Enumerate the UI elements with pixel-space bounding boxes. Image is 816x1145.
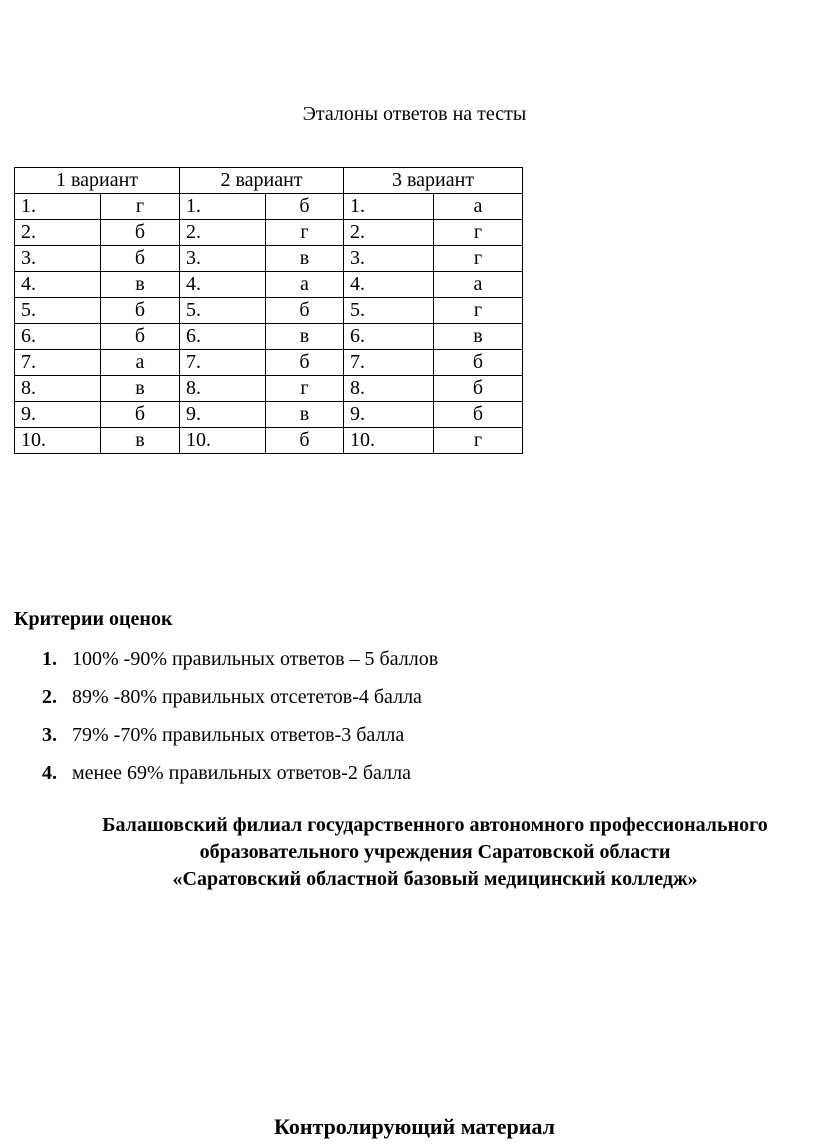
- table-row: [15, 428, 523, 454]
- question-number-cell: 3.: [180, 246, 266, 272]
- question-number-cell: 7.: [344, 350, 434, 376]
- answer-cell: б: [266, 298, 344, 324]
- question-number-cell: 3.: [344, 246, 434, 272]
- section-title: Контролирующий материал: [273, 1114, 556, 1139]
- list-text: 79% -70% правильных ответов-3 балла: [72, 724, 405, 746]
- answer-cell: а: [101, 350, 180, 376]
- answer-cell: г: [434, 298, 523, 324]
- table-row: [15, 402, 523, 428]
- answer-cell: б: [266, 194, 344, 220]
- table-header-row: [15, 168, 523, 194]
- list-text: 89% -80% правильных отсететов-4 балла: [72, 686, 422, 708]
- question-number-cell: 6.: [180, 324, 266, 350]
- question-number-cell: 10.: [15, 428, 101, 454]
- answer-rows: [15, 194, 523, 454]
- list-text: 100% -90% правильных ответов – 5 баллов: [72, 648, 439, 670]
- list-item: [42, 759, 438, 797]
- question-number-cell: 3.: [15, 246, 101, 272]
- answer-cell: б: [101, 220, 180, 246]
- question-number-cell: 6.: [344, 324, 434, 350]
- question-number-cell: 4.: [344, 272, 434, 298]
- variant-header: 3 вариант: [344, 168, 523, 194]
- organization-heading: [0, 812, 816, 893]
- answer-cell: г: [266, 376, 344, 402]
- list-item: [42, 683, 438, 721]
- answer-cell: в: [101, 428, 180, 454]
- question-number-cell: 5.: [15, 298, 101, 324]
- question-number-cell: 10.: [180, 428, 266, 454]
- question-number-cell: 5.: [180, 298, 266, 324]
- question-number-cell: 8.: [15, 376, 101, 402]
- answer-cell: в: [101, 272, 180, 298]
- question-number-cell: 7.: [15, 350, 101, 376]
- list-text: менее 69% правильных ответов-2 балла: [72, 762, 411, 784]
- answer-cell: в: [434, 324, 523, 350]
- question-number-cell: 8.: [180, 376, 266, 402]
- table-row: [15, 194, 523, 220]
- answer-cell: в: [266, 402, 344, 428]
- question-number-cell: 2.: [344, 220, 434, 246]
- list-number: 2.: [42, 686, 57, 708]
- answer-cell: в: [266, 246, 344, 272]
- criteria-list: [42, 645, 438, 797]
- answer-cell: г: [434, 428, 523, 454]
- answer-cell: а: [266, 272, 344, 298]
- organization-line: Балашовский филиал государственного автономного профессионального: [102, 814, 768, 836]
- answer-key-table: [14, 167, 523, 454]
- question-number-cell: 1.: [180, 194, 266, 220]
- answer-cell: б: [101, 324, 180, 350]
- answer-cell: а: [434, 194, 523, 220]
- question-number-cell: 5.: [344, 298, 434, 324]
- answer-cell: а: [434, 272, 523, 298]
- question-number-cell: 1.: [344, 194, 434, 220]
- answer-cell: б: [434, 402, 523, 428]
- question-number-cell: 2.: [15, 220, 101, 246]
- organization-line: «Саратовский областной базовый медицинский колледж»: [172, 868, 698, 890]
- variant-header: 1 вариант: [15, 168, 180, 194]
- answer-cell: г: [434, 220, 523, 246]
- table-row: [15, 272, 523, 298]
- question-number-cell: 2.: [180, 220, 266, 246]
- criteria-title: Критерии оценок: [14, 608, 173, 630]
- question-number-cell: 4.: [15, 272, 101, 298]
- list-item: [42, 721, 438, 759]
- answer-cell: б: [101, 246, 180, 272]
- answer-cell: г: [266, 220, 344, 246]
- question-number-cell: 8.: [344, 376, 434, 402]
- answer-cell: б: [266, 428, 344, 454]
- answer-cell: г: [434, 246, 523, 272]
- answer-cell: в: [266, 324, 344, 350]
- question-number-cell: 9.: [344, 402, 434, 428]
- question-number-cell: 9.: [15, 402, 101, 428]
- page-title: Эталоны ответов на тесты: [302, 103, 527, 125]
- table-row: [15, 246, 523, 272]
- question-number-cell: 10.: [344, 428, 434, 454]
- organization-line: образовательного учреждения Саратовской области: [199, 841, 671, 863]
- question-number-cell: 7.: [180, 350, 266, 376]
- list-number: 3.: [42, 724, 57, 746]
- list-number: 1.: [42, 648, 57, 670]
- answer-cell: б: [434, 376, 523, 402]
- table-row: [15, 298, 523, 324]
- table-row: [15, 376, 523, 402]
- variant-header: 2 вариант: [180, 168, 344, 194]
- question-number-cell: 4.: [180, 272, 266, 298]
- answer-cell: в: [101, 376, 180, 402]
- table-row: [15, 220, 523, 246]
- answer-cell: г: [101, 194, 180, 220]
- question-number-cell: 1.: [15, 194, 101, 220]
- table-row: [15, 350, 523, 376]
- answer-cell: б: [266, 350, 344, 376]
- list-number: 4.: [42, 762, 57, 784]
- table-row: [15, 324, 523, 350]
- answer-cell: б: [434, 350, 523, 376]
- question-number-cell: 6.: [15, 324, 101, 350]
- list-item: [42, 645, 438, 683]
- answer-cell: б: [101, 298, 180, 324]
- answer-cell: б: [101, 402, 180, 428]
- question-number-cell: 9.: [180, 402, 266, 428]
